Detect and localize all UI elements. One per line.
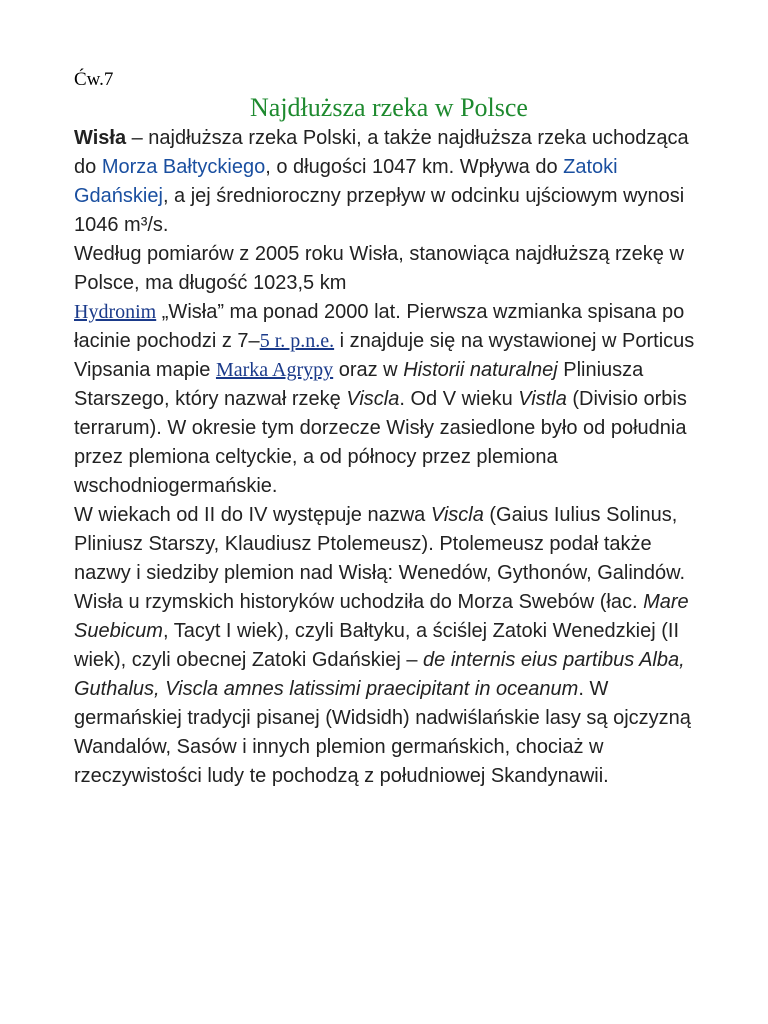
link-date[interactable]: 5 r. p.n.e. — [259, 330, 335, 352]
document-page — [74, 68, 704, 791]
italic-viscla: Viscla — [430, 504, 484, 526]
text-span: (Divisio orbis terrarum). W okresie tym dorzecze Wisły zasiedlone było od południa przez plemiona celtyckie, a od północy przez plemiona wschodniogermańskie. — [74, 388, 687, 497]
paragraph-hydronim — [74, 298, 704, 501]
paragraph-ancient-names — [74, 501, 704, 791]
italic-mare-suebicum: Mare Suebicum — [74, 591, 689, 642]
italic-historii-naturalnej: Historii naturalnej — [403, 359, 558, 381]
text-span: Pliniusza Starszego, który nazwał rzekę — [74, 359, 644, 410]
text-span: , o długości 1047 km. Wpływa do — [265, 156, 564, 178]
link-morza-baltyckiego[interactable]: Morza Bałtyckiego — [101, 156, 266, 178]
text-span: „Wisła” ma ponad 2000 lat. Pierwsza wzmianka spisana po łacinie pochodzi z 7– — [74, 301, 685, 352]
paragraph-measurements: Według pomiarów z 2005 roku Wisła, stanowiąca najdłuższą rzekę w Polsce, ma długość 1023,5 km — [74, 243, 684, 294]
text-span: , Tacyt I wiek), czyli Bałtyku, a ściślej Zatoki Wenedzkiej (II wiek), czyli obecnej Zatoki Gdańskiej – — [74, 620, 680, 671]
link-hydronim[interactable]: Hydronim — [74, 301, 157, 323]
italic-viscla: Viscla — [346, 388, 400, 410]
text-span: , a jej średnioroczny przepływ w odcinku ujściowym wynosi 1046 m³/s. — [74, 185, 685, 236]
page-title: Najdłuższa rzeka w Polsce — [250, 93, 528, 122]
text-span: . Od V wieku — [399, 388, 519, 410]
text-span: W wiekach od II do IV występuje nazwa — [74, 504, 431, 526]
italic-latin-quote: de internis eius partibus Alba, Guthalus, Viscla amnes latissimi praecipitant in oceanum — [74, 649, 685, 700]
text-span: i znajduje się na wystawionej w Porticus Vipsania mapie — [74, 330, 695, 381]
paragraph-wisla-intro — [74, 124, 704, 240]
text-span: – najdłuższa rzeka Polski, a także najdłuższa rzeka uchodząca do — [74, 127, 689, 178]
link-zatoki-gdanskiej[interactable]: Zatoki Gdańskiej — [74, 156, 618, 207]
italic-vistla: Vistla — [518, 388, 567, 410]
text-span: (Gaius Iulius Solinus, Pliniusz Starszy, Klaudiusz Ptolemeusz). Ptolemeusz podał także nazwy i siedziby plemion nad Wisłą: Wenedów, Gythonów, Galindów. Wisła u rzymskich historyków uchodziła do Morza Swebów (łac. — [74, 504, 686, 613]
text-span: oraz w — [333, 359, 404, 381]
text-span: . W germańskiej tradycji pisanej (Widsidh) nadwiślańskie lasy są ojczyzną Wandalów, Sasów i innych plemion germańskich, chociaż w rzeczywistości ludy te pochodzą z południowej Skandynawii. — [74, 678, 691, 787]
exercise-label: Ćw.7 — [74, 69, 114, 90]
link-marka-agrypy[interactable]: Marka Agrypy — [215, 359, 334, 381]
bold-term-wisla: Wisła — [74, 127, 127, 149]
